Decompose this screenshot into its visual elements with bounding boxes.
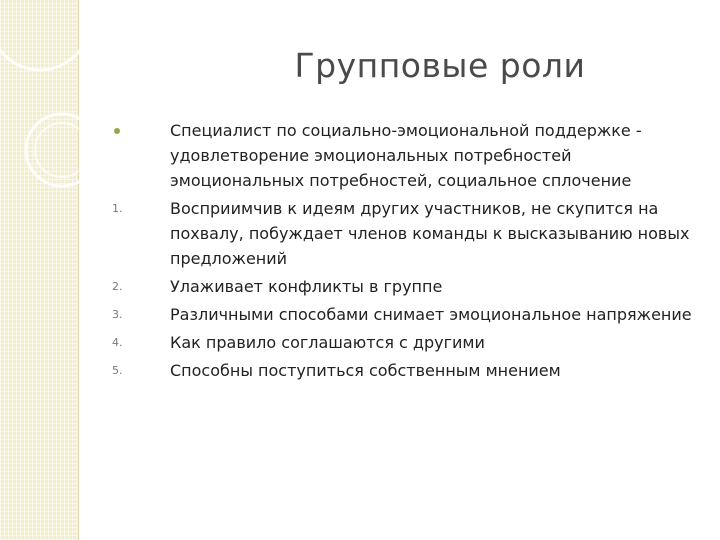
list-marker: 1.	[112, 202, 123, 215]
list-item-text: Как правило соглашаются с другими	[170, 333, 485, 352]
list-marker: 3.	[112, 308, 123, 321]
role-list	[112, 118, 702, 386]
list-item-text: Способны поступиться собственным мнением	[170, 361, 561, 380]
list-marker: 2.	[112, 280, 123, 293]
slide-title: Групповые роли	[294, 46, 586, 85]
list-item	[112, 274, 702, 299]
list-item-text: Восприимчив к идеям других участников, не скупится на похвалу, побуждает членов команды к высказыванию новых предложений	[170, 199, 690, 268]
list-marker: 4.	[112, 336, 123, 349]
list-item	[112, 358, 702, 383]
list-item	[112, 302, 702, 327]
list-item-text: Улаживает конфликты в группе	[170, 277, 443, 296]
list-marker: 5.	[112, 364, 123, 377]
list-item	[112, 196, 702, 271]
list-item-text: Различными способами снимает эмоциональное напряжение	[170, 305, 692, 324]
list-item	[112, 330, 702, 355]
list-marker	[112, 118, 170, 193]
bullet-icon	[114, 128, 120, 134]
decorative-circles	[0, 0, 90, 230]
list-item	[112, 118, 702, 193]
list-item-text: Специалист по социально-эмоциональной поддержке - удовлетворение эмоциональных потребностей эмоциональных потребностей, социальное сплочение	[170, 121, 642, 190]
